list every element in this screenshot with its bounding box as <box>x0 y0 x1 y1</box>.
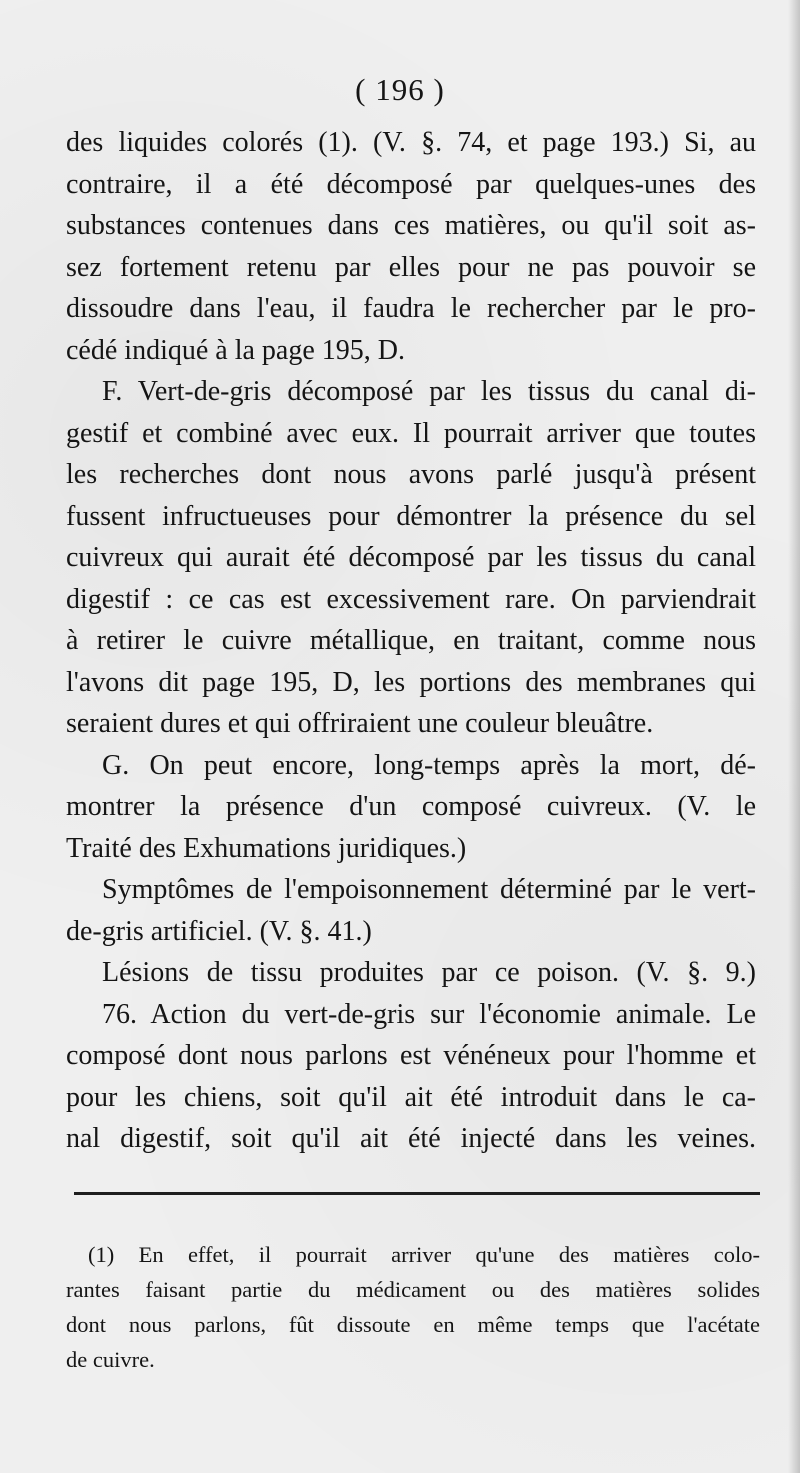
text-line: G. On peut encore, long-temps après la mort, dé- <box>102 749 756 781</box>
page-edge-shadow <box>788 0 800 1473</box>
text-line: cédé indiqué à la page 195, D. <box>66 334 405 366</box>
text-line: substances contenues dans ces matières, ou qu'il soit as- <box>66 210 756 241</box>
text-line: Symptômes de l'empoisonnement déterminé par le vert- <box>102 874 756 905</box>
text-line: pour les chiens, soit qu'il ait été introduit dans le ca- <box>66 1081 756 1113</box>
footnote-line: de cuivre. <box>66 1347 155 1372</box>
text-line: à retirer le cuivre métallique, en traitant, comme nous <box>66 625 756 656</box>
text-line: contraire, il a été décomposé par quelques-unes des <box>66 168 756 200</box>
text-line: dissoudre dans l'eau, il faudra le rechercher par le pro- <box>66 293 756 324</box>
footnote-line: rantes faisant partie du médicament ou des matières solides <box>66 1277 760 1302</box>
text-line: Lésions de tissu produites par ce poison. (V. §. 9.) <box>102 957 756 988</box>
footnote-divider <box>74 1192 760 1195</box>
text-line: gestif et combiné avec eux. Il pourrait arriver que toutes <box>66 417 756 449</box>
main-text <box>66 122 756 1160</box>
text-line: digestif : ce cas est excessivement rare. On parviendrait <box>66 583 756 615</box>
text-line: F. Vert-de-gris décomposé par les tissus du canal di- <box>102 376 756 407</box>
text-line: montrer la présence d'un composé cuivreux. (V. le <box>66 791 756 822</box>
text-line: les recherches dont nous avons parlé jusqu'à présent <box>66 459 756 490</box>
text-line: de-gris artificiel. (V. §. 41.) <box>66 915 372 947</box>
text-line: composé dont nous parlons est vénéneux pour l'homme et <box>66 1040 756 1071</box>
page-number: ( 196 ) <box>355 72 445 107</box>
text-line: fussent infructueuses pour démontrer la présence du sel <box>66 500 756 532</box>
text-line: cuivreux qui aurait été décomposé par les tissus du canal <box>66 542 756 573</box>
text-line: Traité des Exhumations juridiques.) <box>66 832 467 864</box>
footnote <box>66 1237 760 1377</box>
text-line: l'avons dit page 195, D, les portions des membranes qui <box>66 666 756 698</box>
text-line: sez fortement retenu par elles pour ne pas pouvoir se <box>66 251 756 283</box>
footnote-line: (1) En effet, il pourrait arriver qu'une des matières colo- <box>88 1242 760 1267</box>
text-line: nal digestif, soit qu'il ait été injecté dans les veines. <box>66 1123 756 1154</box>
text-line: 76. Action du vert-de-gris sur l'économie animale. Le <box>102 998 756 1030</box>
text-line: seraient dures et qui offriraient une couleur bleuâtre. <box>66 708 654 739</box>
footnote-line: dont nous parlons, fût dissoute en même temps que l'acétate <box>66 1312 760 1337</box>
text-line: des liquides colorés (1). (V. §. 74, et page 193.) Si, au <box>66 127 756 158</box>
